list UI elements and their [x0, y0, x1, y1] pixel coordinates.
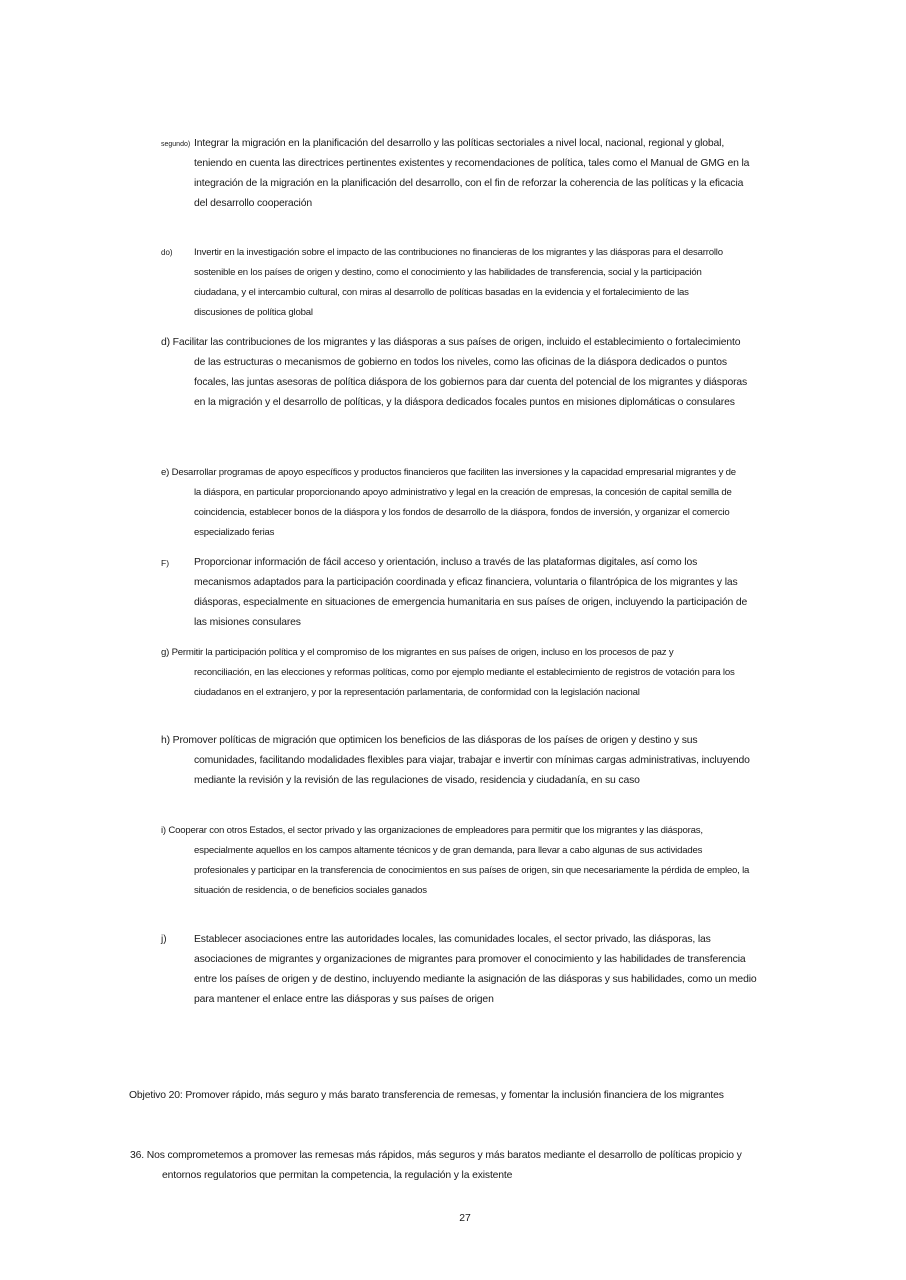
item-label: j) — [161, 934, 167, 945]
item-line: las misiones consulares — [194, 617, 301, 628]
item-line: asociaciones de migrantes y organizaciones de migrantes para promover el conocimiento y las habilidades de transferencia — [194, 954, 746, 965]
item-line: g) Permitir la participación política y el compromiso de los migrantes en sus países de origen, incluso en los procesos de paz y — [161, 647, 674, 658]
item-line: focales, las juntas asesoras de política diáspora de los gobiernos para dar cuenta del potencial de los migrantes y diásporas — [194, 377, 748, 388]
item-line: ciudadana, y el intercambio cultural, con miras al desarrollo de políticas basadas en la evidencia y el fortalecimiento de las — [194, 287, 689, 298]
page-number: 27 — [459, 1213, 471, 1224]
item-line: Proporcionar información de fácil acceso y orientación, incluso a través de las plataformas digitales, así como los — [194, 557, 698, 568]
item-line: del desarrollo cooperación — [194, 198, 312, 209]
item-line: Integrar la migración en la planificación del desarrollo y las políticas sectoriales a nivel local, nacional, regional y global, — [194, 138, 725, 149]
item-line: situación de residencia, o de beneficios sociales ganados — [194, 885, 427, 896]
item-line: Establecer asociaciones entre las autoridades locales, las comunidades locales, el sector privado, las diásporas, las — [194, 934, 711, 945]
item-line: integración de la migración en la planificación del desarrollo, con el fin de reforzar la coherencia de las políticas y la eficacia — [194, 178, 744, 189]
item-line: profesionales y participar en la transferencia de conocimientos en sus países de origen, sin que necesariamente la pérdida de empleo, la — [194, 865, 750, 876]
item-label: do) — [161, 248, 173, 257]
objective-heading: Objetivo 20: Promover rápido, más seguro y más barato transferencia de remesas, y fomentar la inclusión financiera de los migrantes — [129, 1090, 724, 1101]
item-line: mediante la revisión y la revisión de las regulaciones de visado, residencia y ciudadanía, en su caso — [194, 775, 640, 786]
item-line: mecanismos adaptados para la participación coordinada y eficaz financiera, voluntaria o filantrópica de los migrantes y las — [194, 577, 738, 588]
item-line: entre los países de origen y de destino, incluyendo mediante la asignación de las diásporas y sus habilidades, como un medio — [194, 974, 757, 985]
paragraph-line: 36. Nos comprometemos a promover las remesas más rápidos, más seguros y más baratos mediante el desarrollo de políticas propicio y — [130, 1150, 742, 1161]
item-label: segundo) — [161, 141, 191, 148]
item-line: e) Desarrollar programas de apoyo específicos y productos financieros que faciliten las inversiones y la capacidad empresarial migrantes y de — [161, 467, 736, 478]
item-line: d) Facilitar las contribuciones de los migrantes y las diásporas a sus países de origen, incluido el establecimiento o fortalecimiento — [161, 337, 741, 348]
item-line: para mantener el enlace entre las diásporas y sus países de origen — [194, 994, 494, 1005]
item-line: reconciliación, en las elecciones y reformas políticas, como por ejemplo mediante el establecimiento de registros de votación para los — [194, 667, 735, 678]
paragraph-line: entornos regulatorios que permitan la competencia, la regulación y la existente — [162, 1170, 513, 1181]
item-line: i) Cooperar con otros Estados, el sector privado y las organizaciones de empleadores para permitir que los migrantes y las diásporas, — [161, 825, 703, 836]
item-label: F) — [161, 558, 170, 568]
item-line: la diáspora, en particular proporcionando apoyo administrativo y legal en la creación de empresas, la concesión de capital semilla de — [194, 487, 732, 498]
item-line: discusiones de política global — [194, 307, 313, 318]
item-line: diásporas, especialmente en situaciones de emergencia humanitaria en sus países de origen, incluyendo la participación de — [194, 597, 748, 608]
item-line: coincidencia, establecer bonos de la diáspora y los fondos de desarrollo de la diáspora, fondos de inversión, y organizar el comercio — [194, 507, 730, 518]
item-line: especializado ferias — [194, 527, 275, 538]
item-line: teniendo en cuenta las directrices pertinentes existentes y recomendaciones de política, tales como el Manual de GMG en la — [194, 158, 750, 169]
item-line: comunidades, facilitando modalidades flexibles para viajar, trabajar e invertir con mínimas cargas administrativas, incluyendo — [194, 755, 750, 766]
item-line: especialmente aquellos en los campos altamente técnicos y de gran demanda, para llevar a cabo algunas de sus actividades — [194, 845, 703, 856]
item-line: ciudadanos en el extranjero, y por la representación parlamentaria, de conformidad con la legislación nacional — [194, 687, 640, 698]
item-line: de las estructuras o mecanismos de gobierno en todos los niveles, como las oficinas de la diáspora dedicados o puntos — [194, 357, 727, 368]
item-line: Invertir en la investigación sobre el impacto de las contribuciones no financieras de los migrantes y las diásporas para el desarrollo — [194, 247, 723, 258]
item-line: h) Promover políticas de migración que optimicen los beneficios de las diásporas de los países de origen y destino y sus — [161, 735, 698, 746]
item-line: en la migración y el desarrollo de políticas, y la diáspora dedicados focales puntos en misiones diplomáticas o consulares — [194, 397, 735, 408]
item-line: sostenible en los países de origen y destino, como el conocimiento y las habilidades de transferencia, social y la participación — [194, 267, 702, 278]
